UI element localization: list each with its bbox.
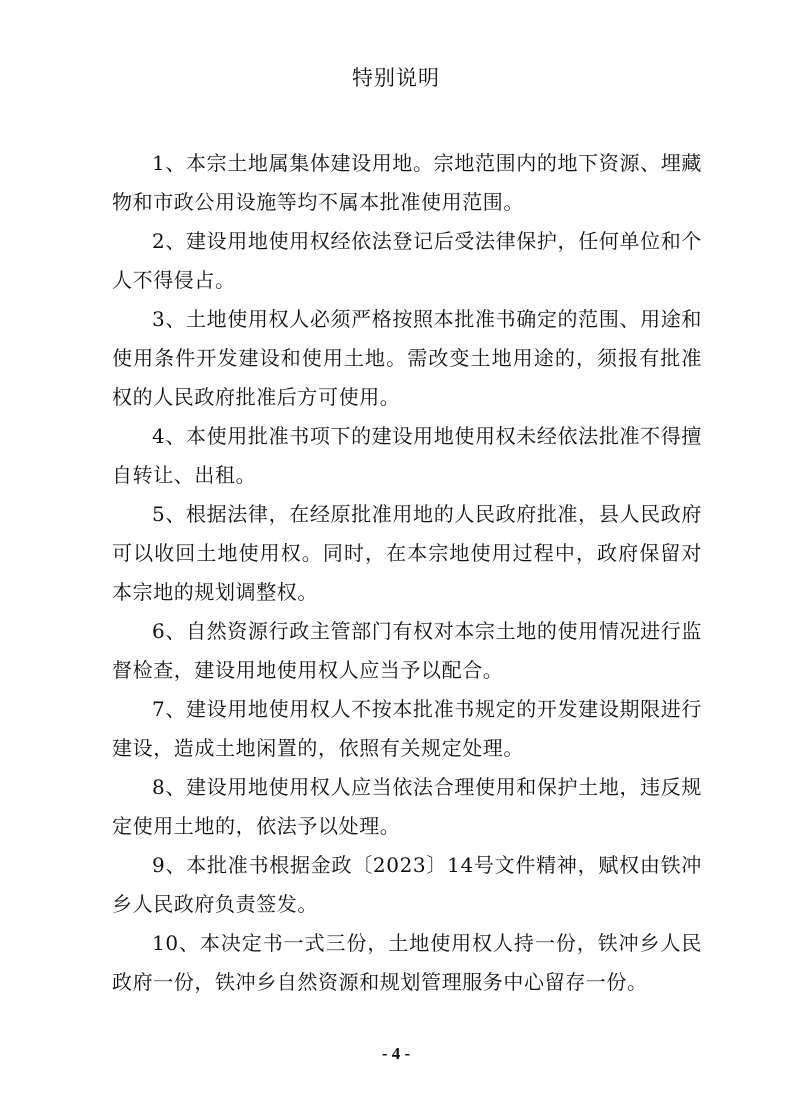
paragraph-10: 10、本决定书一式三份，土地使用权人持一份，铁冲乡人民政府一份，铁冲乡自然资源和规划管理服务中心留存一份。 xyxy=(112,931,702,994)
page-number: - 4 - xyxy=(381,1044,411,1063)
paragraph-7: 7、建设用地使用权人不按本批准书规定的开发建设期限进行建设，造成土地闲置的，依照有关规定处理。 xyxy=(112,697,702,760)
paragraph-8: 8、建设用地使用权人应当依法合理使用和保护土地，违反规定使用土地的，依法予以处理。 xyxy=(112,775,702,838)
paragraph-9: 9、本批准书根据金政〔2023〕14号文件精神，赋权由铁冲乡人民政府负责签发。 xyxy=(112,853,702,916)
paragraph-1: 1、本宗土地属集体建设用地。宗地范围内的地下资源、埋藏物和市政公用设施等均不属本批准使用范围。 xyxy=(112,151,702,214)
document-title: 特别说明 xyxy=(352,66,440,90)
paragraph-3: 3、土地使用权人必须严格按照本批准书确定的范围、用途和使用条件开发建设和使用土地。需改变土地用途的，须报有批准权的人民政府批准后方可使用。 xyxy=(112,307,702,409)
paragraph-4: 4、本使用批准书项下的建设用地使用权未经依法批准不得擅自转让、出租。 xyxy=(112,424,702,487)
paragraph-5: 5、根据法律，在经原批准用地的人民政府批准，县人民政府可以收回土地使用权。同时，在本宗地使用过程中，政府保留对本宗地的规划调整权。 xyxy=(112,502,702,604)
paragraph-2: 2、建设用地使用权经依法登记后受法律保护，任何单位和个人不得侵占。 xyxy=(112,229,702,292)
paragraph-6: 6、自然资源行政主管部门有权对本宗土地的使用情况进行监督检查，建设用地使用权人应当予以配合。 xyxy=(112,619,702,682)
document-body xyxy=(112,144,702,1002)
